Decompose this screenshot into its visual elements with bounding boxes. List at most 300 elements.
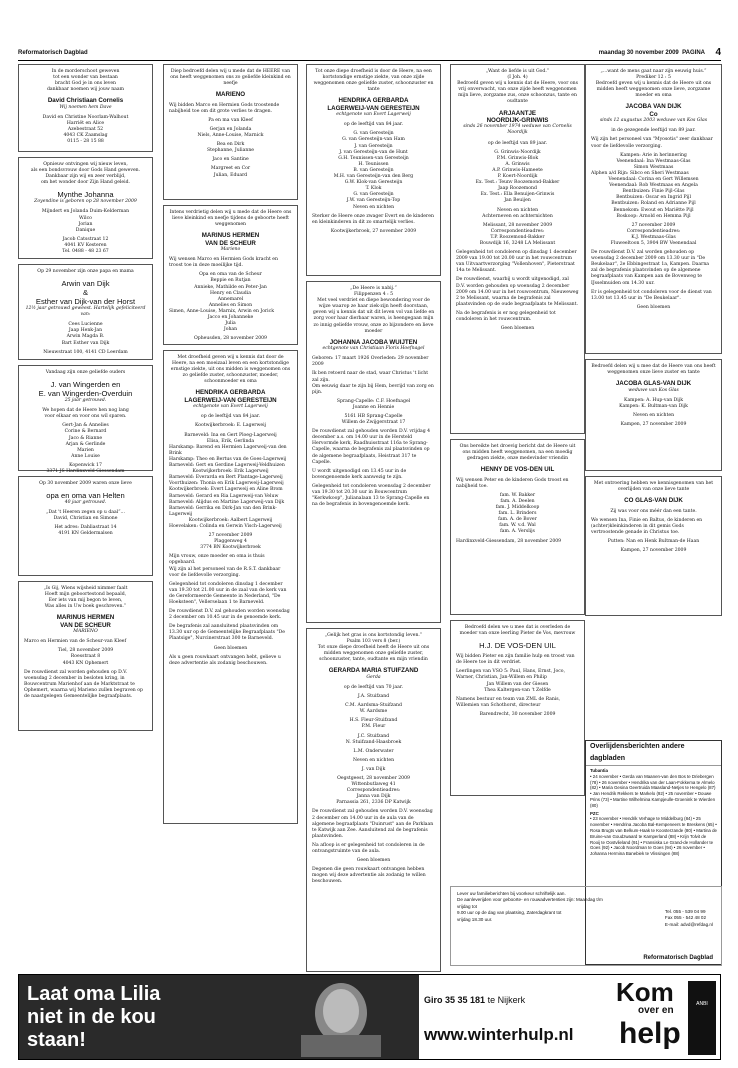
- notice-body-line: P.M. Grinwis-Blok: [496, 155, 539, 161]
- notice-body-line: Harskamp: Theo en Bertus van de Goes-Lagerweij: [169, 456, 287, 462]
- notice-intro-line: Prediker 12 : 5: [636, 75, 671, 81]
- notice-subtitle: sinds 12 augustus 2003 weduwe van Kos Glas: [599, 118, 708, 124]
- deceased-name: Mynthe Johanna: [57, 190, 114, 200]
- notice-box: [306, 64, 441, 276]
- notice-body-line: Corine & Bernard: [64, 429, 107, 435]
- page-number: 4: [715, 47, 721, 58]
- notice-body-line: Thea Kaltergen-van 't Zelfde: [484, 687, 551, 693]
- anbi-badge: ANBI: [688, 981, 716, 1055]
- notice-body-line: Neven en nichten: [352, 757, 395, 763]
- notice-intro-line: „Want de liefde is uit God.”: [485, 69, 550, 74]
- notice-intro-line: „Gelijk het gras is ons kortstondig leven.”: [324, 633, 423, 638]
- notice-body-line: Leerlingen van VSO 5: Paul, Hans, Ernst, Joco, Warner, Christian, Jan-Willem en Philip: [456, 669, 566, 681]
- notice-body-line: Julian, Eduard: [213, 172, 248, 178]
- notice-body-line: op de leeftijd van 70 jaar.: [343, 684, 404, 690]
- notice-body-line: De rouwdienst zal worden gehouden op D.V. woensdag 2 december in besloten kring, in Bouwcentrum Marienhof aan de Marktstraat te Ophemert, waarna wij Marieno zullen begraven op de naastgelegen Gemeentelijke begraafplaats.: [24, 669, 143, 700]
- notice-intro-line: bracht God je in ons leven: [54, 81, 117, 87]
- notice-subtitle: weduwe van Kos Glas: [628, 387, 679, 393]
- notice-body-line: P.M. Fleur: [361, 724, 386, 730]
- ad-kom: Kom: [616, 977, 674, 1007]
- notice-box: [585, 476, 722, 616]
- notice-body-line: Cees Lucienne: [68, 322, 103, 328]
- notice-body-line: Het adres: Dahliastraat 14: [54, 525, 117, 531]
- notice-body-line: Sprang-Capelle: C.F. Hoefnagel: [336, 398, 411, 404]
- notice-body-line: H. Teunissen: [358, 161, 389, 167]
- notice-body-line: Jorian: [78, 221, 93, 227]
- notice-body-line: Nieuwstraat 100, 4141 CD Leerdam: [43, 349, 128, 355]
- notice-body-line: J.W. van Geresteijn-Top: [346, 198, 401, 204]
- info-line: Lever uw familieberichten bij voorkeur schriftelijk aan.: [457, 891, 566, 896]
- notice-body-line: Kootwijkerbroek: Evert Lagerweij en Aline Brom: [169, 487, 283, 493]
- notice-body-line: „Dat 't Heeren zegen op u daal”...: [46, 510, 125, 516]
- notice-intro-line: Hoeft mijn geboortestond bepaald,: [44, 592, 127, 598]
- notice-body-line: Gerjan en Jolanda: [209, 126, 252, 132]
- page-date: maandag 30 november 2009 PAGINA: [598, 50, 705, 56]
- notice-intro-line: Ons bereikte het droevig bericht dat de Heere uit ons midden heeft weggenomen, na een moedig gedragen ziekte, onze medevinder vriendin: [459, 444, 576, 462]
- notice-body-line: U wordt uitgenodigd om 13.45 uur in de bovengenoemde kerk aanwezig te zijn.: [312, 468, 407, 480]
- notice-intro-line: Bedroefd delen wij u mee dat de Heere van ons heeft weggenomen onze lieve zuster en tante: [591, 364, 716, 376]
- notice-body-line: A. Grinwis: [505, 161, 530, 167]
- notice-body-line: Kopenwick 17: [69, 462, 102, 468]
- notice-body-line: Correspondentieadres:: [626, 228, 681, 234]
- notice-body-line: Oegstgeest, 28 november 2009: [337, 776, 410, 781]
- notice-body-line: J.A. Stuifzand: [357, 694, 390, 700]
- notice-body-line: Veenendaal: Corina en Gert Willemsen: [608, 177, 699, 183]
- notice-body-line: Neven en nichten: [352, 204, 395, 210]
- notice-body-line: Mijn vrouw, onze moeder en oma is thuis opgebaard.: [169, 554, 265, 566]
- notice-body-line: 4041 KV Kesteren: [64, 242, 107, 248]
- deceased-name: JACOBA GLAS-VAN DIJK: [615, 380, 692, 388]
- paper-name: Reformatorisch Dagblad: [18, 50, 88, 56]
- ad-help: help: [619, 1017, 681, 1050]
- notice-body-line: Jaco & Rianne: [68, 435, 103, 441]
- notice-intro-line: Met veel verdriet en diepe bewondering voor de wijze waarop ze haar ziek-zijn heeft doorstaan, geven wij u kennis dat uit dit leven vol van liefde en zorg voor haar dierbaar waren, is heengegaan mijn zo innig geliefde vrouw, onze zo bijzondere en lieve moeder: [312, 298, 435, 334]
- name-line-2: LAGERWEIJ-VAN GERESTEIJN: [184, 396, 277, 404]
- notice-body-line: Geen bloemen: [636, 304, 671, 310]
- elderly-woman-photo-icon: [261, 981, 411, 1055]
- notice-box: [163, 350, 298, 824]
- notice-subtitle: Gerda: [366, 674, 381, 680]
- deceased-name: JACOBA VAN DIJK: [625, 103, 682, 111]
- notice-body-line: Barneveld: Alijdus en Martine Lagerweij-van Dijk: [169, 499, 285, 505]
- header-rule: [18, 60, 721, 61]
- notice-body-line: We wensen Ina, Finie en Baltus, de kinderen en (achter)kleinkinderen in dit gemis Gods vertroostende genade in Christus toe.: [591, 517, 703, 535]
- notice-body-line: Wilco: [79, 215, 92, 221]
- notice-intro-line: Was alles in Uw boek geschreven.”: [44, 604, 127, 610]
- notice-body-line: Jaco en Santine: [212, 157, 249, 163]
- deceased-name: HENDRIKA GERBARDA: [338, 97, 409, 105]
- notice-body-line: Jaap Roozemond: [498, 186, 537, 192]
- notice-box: [18, 476, 153, 576]
- notice-body-line: 27 november 2009: [208, 533, 253, 539]
- notice-body-line: Geen bloemen: [500, 326, 535, 332]
- notice-box: [18, 157, 153, 259]
- notice-body-line: 0115 - 28 15 88: [67, 139, 104, 145]
- notice-box: [163, 64, 298, 200]
- notice-body-line: fam. A. Deelen: [500, 498, 535, 504]
- notice-intro-line: „De Heere is nabij.”: [350, 286, 397, 291]
- notice-body-line: Om eeuwig daar te zijn bij Hem, bevrijd van zorg en pijn.: [312, 383, 434, 395]
- notice-body-line: Veenendaal: Ina Westmaas-Glas: [616, 158, 691, 164]
- notice-body-line: 27 november 2009: [631, 222, 676, 228]
- notice-body-line: Bentbuizen: Finie Pijl-Glas: [622, 189, 685, 195]
- notice-body-line: Kampen: K. Bultman-van Dijk: [619, 403, 688, 409]
- notice-body-line: De rouwdienst zal gehouden worden D.V. vrijdag 4 december a.s. om 14.00 uur in de Hersteld Hervormde kerk, Raadhuisstraat 116a te Sprang-Capelle, waarna de begrafenis zal plaatsvinden op de algemene begraafplaats, Heistraat 317 te Capelle.: [312, 429, 431, 465]
- notice-body-line: Namens bestuur en team van ZML de Ranis, Willemien van Schothorst, directeur: [456, 696, 561, 708]
- notice-body-line: Gert-Jan & Annelies: [62, 423, 109, 429]
- notice-body-line: Hoevelaken: Colinda en Gerwin Visch-Lagerweij: [169, 523, 282, 529]
- deceased-name: H.J. DE VOS-DEN UIL: [479, 641, 556, 651]
- notice-body-line: Elisa, Erik, Gerlinda: [206, 438, 255, 444]
- notice-body-line: Janna van Dijk: [356, 794, 391, 800]
- notice-body-line: A.P. Grinwis-Hameete: [492, 167, 543, 173]
- notice-subtitle: Wij noemen hem Dave: [59, 104, 112, 110]
- notice-body-line: Willem de Zwijgerstraat 17: [341, 420, 406, 426]
- notice-body-line: Bentbuizen: Oscar en Ingrid Pijl: [616, 195, 691, 201]
- notice-body-line: G. van Geresteijn: [353, 131, 394, 137]
- notice-body-line: De rouwdienst D.V. zal worden gehouden op woensdag 2 december 2009 om 13.30 uur in "De Beukelaar", 2e Ebbingestraat 1a, Kampen. Daarna zal de begrafenis plaatsvinden op de algemene begraafplaats van Kampen aan de Bovenweg te IJsselmuiden om 14.30 uur.: [591, 250, 710, 286]
- notice-body-line: fam. L. Brinders: [498, 511, 537, 517]
- notice-body-line: Jan Beuijen: [504, 198, 531, 204]
- notice-body-line: Annieke, Mathilde en Peter-Jan: [194, 284, 267, 290]
- winterhulp-ad[interactable]: [18, 974, 721, 1060]
- deceased-name: GERARDA MARIA STUIFZAND: [328, 667, 419, 675]
- notice-body-line: Annemarel: [217, 296, 244, 302]
- notice-body-line: De rouwdienst zal gehouden worden D.V. woensdag 2 december om 14.00 uur in de aula van de algemene begraafplaats "Duinrust" aan de Parklaan te Katwijk aan Zee. Aansluitend zal de begrafenis plaatsvinden.: [312, 809, 434, 839]
- notice-body-line: fam. A. de Bover: [498, 517, 537, 523]
- notice-body-line: Bart Esther van Dijk: [61, 340, 110, 346]
- info-brand: Reformatorisch Dagblad: [643, 954, 713, 961]
- notice-body-line: Roesstraat 8: [70, 654, 101, 660]
- notice-body-line: David, Christian en Simone: [53, 516, 118, 522]
- notice-body-line: Simen, Anne-Louise, Marnix, Arwin en Jorick: [169, 308, 274, 314]
- ad-headline: Laat oma Lilia niet in de kou staan!: [27, 983, 161, 1051]
- notice-body-line: in de gezegende leeftijd van 89 jaar.: [611, 128, 696, 134]
- notice-body-line: Correspondentieadres:: [346, 788, 401, 794]
- notice-body-line: Kampen, 27 november 2009: [620, 421, 687, 427]
- notice-body-line: G. Grinwis-Noordijk: [494, 149, 541, 155]
- notice-intro-line: Diep bedroefd delen wij u mede dat de HEERE van ons heeft weggenomen ons zo geliefde kleinkind en neefje: [170, 69, 291, 87]
- info-tel: Tel. 055 - 539 04 99: [664, 909, 706, 914]
- notice-box: [450, 64, 585, 434]
- notice-body-line: Annelies en Simon: [208, 302, 253, 308]
- notice-body-line: P. Koert-Noordijk: [497, 174, 538, 180]
- deceased-name: HENNY DE VOS-DEN UIL: [480, 466, 555, 474]
- notice-body-line: fam. W. Bakker: [499, 492, 536, 498]
- notice-body-line: Gelegenheid tot condoleren op dinsdag 1 december 2009 van 19.00 tot 20.00 uur in het rouwcentrum van Uitvaartverzorging "Vollenhoven", Pieterstraat 14a te Melissant.: [456, 250, 577, 274]
- notice-box: [585, 64, 722, 354]
- notice-body-line: Kootwijkerbroek: Erik Lagerweij: [192, 469, 269, 475]
- notice-body-line: op de leeftijd van 89 jaar.: [487, 140, 548, 146]
- notice-body-line: 5161 HB Sprang-Capelle: [344, 414, 403, 419]
- notice-body-line: fam. A. Verslijs: [500, 529, 535, 535]
- notice-body-line: Sterker de Heere onze zwager Evert en de kinderen en kleinkinderen in dit zo smartelijk verlies.: [312, 213, 434, 225]
- info-email[interactable]: E-mail: advd@refdag.nl: [664, 921, 713, 927]
- notice-body-line: Kampen, 27 november 2009: [620, 548, 687, 554]
- notice-body-line: 4043 CK Zaamslag: [63, 133, 108, 139]
- notice-box: [163, 205, 298, 345]
- notice-body-line: Stephanne, Julianne: [206, 148, 255, 154]
- notice-body-line: G. van Geresteijn: [353, 192, 394, 198]
- notice-subtitle: echtgenote van Evert Lagerweij: [193, 404, 268, 410]
- notice-body-line: Na afloop is er gelegenheid tot condoleren in de ontvangstruimte van de aula.: [312, 842, 425, 855]
- notice-body-line: Neven en nichten: [496, 207, 539, 213]
- deceased-name: MARINUS HERMEN: [201, 232, 260, 240]
- notice-intro-line: Bedroefd geven wij u kennis dat de Heere uit ons midden heeft weggenomen onze lieve, zorgzame moeder en oma: [595, 81, 712, 99]
- notice-body-line: Beppie en Rutjan: [210, 278, 251, 284]
- notice-body-line: G.H. Teunissen-van Geresteijn: [338, 155, 409, 161]
- notice-intro-line: om het wonder door Zijn Hand geleid.: [41, 180, 130, 186]
- deceased-name: JOHANNA JACOBA WUIJTEN: [329, 338, 418, 346]
- notice-body-line: Tel. 0488 - 48 23 67: [62, 249, 109, 255]
- notice-body-line: L.M. Onderwater: [353, 748, 394, 754]
- name-separator: &: [82, 288, 89, 298]
- notice-intro-line: Bedroefd delen we u mee dat is overleden de moeder van onze leerling Pieter de Vos, mevrouw: [459, 625, 576, 637]
- notice-body-line: Fluweeltoon 5, 3904 BW Veenendaal: [610, 240, 697, 246]
- info-line: vrijdag 18.30 uur.: [457, 916, 493, 922]
- notice-body-line: Correspondentieadres:: [490, 228, 545, 234]
- notice-body-line: Arjan & Gerlinde: [65, 441, 106, 447]
- notice-body-line: Geboren: 17 maart 1926 Overleden: 29 november 2009: [312, 356, 429, 368]
- info-line: 9.00 uur op de dag van plaatsing, Zaterdagkrant tot: [457, 910, 562, 916]
- notice-body-line: De begrafenis zal aansluitend plaatsvinden om 13.30 uur op de Gemeentelijke Begraafplaats "De Plaatsige", Nurcinerstraat 300 te Barneveld.: [169, 624, 285, 642]
- notice-body-line: 4043 KN Ophemert: [62, 660, 109, 666]
- notice-body-line: Kootwijkerbroek: Aalbert Lagerweij: [188, 517, 273, 523]
- notice-body-line: N. Stuifzand-Haasbroek: [345, 739, 402, 745]
- notice-subtitle: 25 jaar getrouwd.: [64, 398, 107, 404]
- notice-body-line: Na de begrafenis is er nog gelegenheid tot condoleren in het rouwcentrum.: [456, 310, 556, 322]
- notice-body-line: Ex. Test.: Ella Benuijen-Grinwis: [480, 192, 555, 198]
- notice-subtitle: echtgenote van Evert Lagerweij: [336, 112, 411, 118]
- notice-body-line: 3774 BN Kootwijkerbroek: [200, 545, 261, 551]
- notice-body-line: Gelegenheid tot condoleren woensdag 2 december van 19.30 tot 20.30 uur in Bouwcentrum "Kerkwkoop", Julianalaan 13 te Sprang-Capelle en na de begrafenis in bovengenoemde kerk.: [312, 483, 431, 508]
- notice-body-line: C.M. Aardsma-Stuifzand: [345, 703, 402, 709]
- notice-box: [450, 439, 585, 615]
- notice-body-line: Tiel, 28 november 2009: [57, 648, 114, 654]
- notice-body-line: Barneveld: Gert en Gerdine Lagerweij-Veldhuizen: [169, 463, 285, 469]
- notice-intro-line: Dankbaar zijn wij en zeer verblijd,: [45, 174, 126, 180]
- notice-subtitle: MARIENO: [73, 629, 98, 635]
- notice-body-line: G. van Geresteijn-van Ham: [342, 137, 405, 143]
- deceased-name: Arwin van Dijk: [61, 279, 110, 289]
- deceased-name: opa en oma van Helten: [46, 491, 125, 501]
- deceased-name: CO GLAS-VAN DIJK: [624, 497, 683, 505]
- notice-intro-line: Vandaag zijn onze geliefde ouders: [45, 370, 126, 375]
- notice-body-line: Kampen: Arie in herinnering: [620, 152, 687, 158]
- notice-body-line: Melissant, 28 november 2009: [482, 222, 553, 228]
- notice-body-line: Geen bloemen: [213, 645, 248, 651]
- notice-box: [18, 264, 153, 360]
- notice-body-line: Geen bloemen: [356, 858, 391, 864]
- notice-body-line: Wij bidden Marco en Hermien Gods troostende nabijheid toe om dit grote verlies te dragen.: [169, 102, 280, 114]
- notice-body-line: Gelegenheid tot condoleren dinsdag 1 december van 19.30 tot 21.00 uur in de zaal van de kerk van de Gereformeerde Gemeente in Nederland, "De Hoeksteen", Vellerselaan 1 te Barneveld.: [169, 581, 287, 605]
- notice-body-line: Bouwdijk 16, 3248 LA Melissant: [479, 240, 556, 246]
- notice-box: [18, 365, 153, 475]
- notice-body-line: Wij zijn het personeel van "Myosotis" zeer dankbaar voor de liefdevolle verzorging.: [591, 137, 713, 149]
- notice-body-line: Jacco en Johanneke: [207, 315, 254, 321]
- deceased-name: MARIENO: [215, 91, 246, 99]
- notice-box: [18, 581, 153, 731]
- notice-body-line: Barneveld: Ina en Gert Ploeg-Lagerweij: [184, 432, 277, 438]
- notice-intro-line: (I Joh. 4): [507, 75, 528, 81]
- notice-box: [18, 64, 153, 152]
- notice-box: [585, 359, 722, 471]
- notice-body-line: G.W. Klok-van Geresteijn: [344, 180, 403, 186]
- name-line-2: Co: [649, 110, 658, 118]
- deceased-name: HENDRIKA GERBARDA: [195, 389, 266, 397]
- name-line-2: VAN DE SCHEUR: [205, 239, 256, 247]
- notice-body-line: Wittenbutlaweg 41: [351, 782, 396, 788]
- notice-subtitle: 12½ jaar getrouwd geweest. Hartelijk gefeliciteerd van:: [25, 306, 146, 318]
- notice-body-line: Zij was voor ons méér dan een tante.: [610, 508, 697, 514]
- notice-box: [450, 620, 585, 796]
- notice-body-line: Henry en Claudia: [210, 290, 251, 296]
- notice-body-line: Wij bidden Pieter en zijn familie hulp en troost van de Heere toe in dit verdriet.: [456, 654, 575, 666]
- notice-body-line: Johan: [223, 327, 238, 333]
- notice-body-line: Jacob Catsstraat 12: [62, 236, 109, 242]
- name-line-2: NOORDIJK-GRINWIS: [486, 116, 549, 124]
- notice-body-line: Pa en ma van Kleef: [208, 117, 253, 123]
- notice-body-line: Simon Westmaas: [633, 164, 674, 170]
- notice-body-line: Parnassia 261, 2336 DP Katwijk: [336, 800, 411, 806]
- notice-intro-line: Filippenzen 4 : 5: [353, 292, 394, 298]
- notice-body-line: Julia: [225, 321, 236, 327]
- notice-body-line: Hardinxveld-Giessendam, 28 november 2009: [456, 538, 562, 544]
- notice-body-line: We hopen dat de Heere hen nog lang: [42, 408, 129, 414]
- notice-body-line: J. van Geresteijn: [354, 143, 393, 149]
- notice-body-line: T. Klok: [365, 186, 382, 192]
- notice-intro-line: Tot onze diepe droefheid is door de Heere, na een kortstondige ernstige ziekte, van onze zijde weggenomen onze geliefde zuster, schoonzuster en tante: [313, 69, 434, 93]
- notice-body-line: Wij wensen Marco en Hermien Gods kracht en troost toe in deze moeilijke tijd.: [169, 257, 278, 269]
- name-line-2: LAGERWEIJ-VAN GERESTEIJN: [327, 104, 420, 112]
- notice-body-line: Barneveld: Gerrika en Dirk-Jan van den Brink-Lagerweij: [169, 505, 277, 517]
- deceased-name: David Christiaan Cornelis: [47, 97, 124, 105]
- notice-body-line: Bea en Dirk: [216, 142, 245, 148]
- notice-subtitle: sinds 26 november 1974 weduwe van Cornelis Noordijk: [463, 124, 572, 136]
- notice-body-line: Voorthuizen: Thonia en Erik Lagerweij-Lagerweij: [169, 481, 284, 487]
- notice-body-line: Margreet en Cor: [210, 166, 251, 172]
- name-line-2: Esther van Dijk-van der Horst: [35, 297, 136, 307]
- notice-body-line: Als u geen rouwkaart ontvangen hebt, gelieve u deze advertentie als zodanig beschouwen.: [169, 654, 281, 666]
- overlijdens-source: PZC: [590, 810, 599, 816]
- notice-body-line: Opa en oma van de Scheur: [199, 272, 262, 278]
- overlijdens-entries: • 24 november • Gerda van Maanen-van den Bos te Driebergen (78) • 26 november • Hendrika van der Laan-Fokkema te Almelo (82) • Maria Gesina Geertruida Maasland-Netjes te Hengelo (87) • Jan Hendrik Rekkers te Markelo (92) • 25 november • Douwe Prins (73) • Martine Wilhelmina Kampjeulle-Groenink te Wierden (80): [590, 773, 716, 808]
- ad-url[interactable]: www.winterhulp.nl: [424, 1025, 574, 1044]
- notice-body-line: op de leeftijd van 84 jaar.: [200, 414, 261, 420]
- notice-body-line: B. van Geresteijn: [353, 167, 394, 173]
- notice-body-line: Degenen die geen rouwkaart ontvangen hebben mogen wij deze advertentie als zodanig te willen beschouwen.: [312, 867, 426, 885]
- notice-subtitle: Marieno: [220, 247, 241, 253]
- notice-body-line: T.P. Roozemond-Bakker: [490, 234, 545, 240]
- notice-body-line: Marco en Hermien van de Scheur-van Kleef: [24, 639, 127, 645]
- notice-body-line: Kampen: A. Hup-van Dijk: [624, 397, 683, 403]
- info-line: De aanleverijden voor geboorte- en rouwadvertenties zijn: Maandag t/m vrijdag tot: [457, 897, 603, 909]
- notice-subtitle: echtgenote van Christiaan Floris Hoefnagel: [322, 346, 425, 352]
- notice-body-line: Harriët en Alice: [66, 120, 105, 126]
- notice-body-line: De rouwdienst D.V. zal gehouden worden woensdag 2 december om 10.45 uur in de genoemde kerk.: [169, 609, 290, 621]
- notice-body-line: Ik ben retoerd naar de stad, waar Christus 't licht zal zijn.: [312, 371, 429, 383]
- info-box: [450, 886, 722, 966]
- ad-photo-panel: [19, 975, 419, 1059]
- notice-intro-line: Intens verdrietig delen wij u mede dat de Heere ons lieve kleinkind en neefje tijdens de geboorte heeft weggenomen: [169, 210, 292, 228]
- notice-body-line: David en Christine Noorlam-Walhout: [42, 114, 129, 120]
- notice-body-line: Er is gelegenheid tot condoleren voor de dienst van 13.00 tot 13.45 uur in "De Beukelaar".: [591, 289, 712, 301]
- notice-intro-line: Eer iets van mij begon te leven,: [48, 598, 123, 604]
- notice-box: [306, 628, 441, 972]
- notice-intro-line: Bedroefd geven wij u kennis dat de Heere, voor ons vrij onverwacht, van onze zijde heeft weggenomen mijn lieve, zorgzame zus, onze schoonzus, tante en oudtante: [457, 81, 578, 105]
- notice-intro-line: Opnieuw ontvingen wij nieuw leven,: [43, 162, 128, 167]
- notice-body-line: Putten: Nan en Henk Bultman-de Haan: [607, 538, 700, 544]
- notice-body-line: Joanne en Hennie: [352, 404, 395, 410]
- notice-body-line: Jan Willem van der Giesen: [486, 681, 549, 687]
- overlijdens-source: Tubantia: [590, 768, 608, 773]
- notice-body-line: Wij wensen Peter en de kinderen Gods troost en nabijheid toe.: [456, 477, 569, 489]
- deceased-name: ARJAANTJE: [498, 109, 537, 117]
- notice-body-line: Opheusden, 28 november 2009: [194, 336, 267, 342]
- notice-body-line: K.J. Westmaas-Glas: [631, 234, 676, 240]
- name-line-2: VAN DE SCHEUR: [60, 621, 111, 629]
- notice-subtitle: 40 jaar getrouwd.: [64, 500, 107, 506]
- notice-body-line: Kootwijkerbroek, 27 november 2009: [330, 228, 417, 234]
- ad-giro: Giro 35 35 181 te Nijkerk: [424, 995, 526, 1005]
- notice-body-line: Azebestraat 52: [67, 127, 104, 133]
- deceased-name: MARINUS HERMEN: [56, 614, 115, 622]
- notice-body-line: Kootwijkerbroek: E. Lagerweij: [194, 423, 267, 429]
- notice-body-line: W. Aardsme: [359, 709, 388, 715]
- ad-over: over en: [638, 1005, 674, 1016]
- notice-body-line: Bentbuizen: Roland en Adrianne Pijl: [611, 201, 696, 207]
- notice-body-line: 3371 JS Hardinxveld-Giessendam: [46, 469, 125, 475]
- notice-intro-line: Op 30 november 2009 waren onze lieve: [39, 481, 132, 486]
- notice-intro-line: Op 29 november zijn onze papa en mama: [37, 269, 134, 274]
- notice-body-line: Jaap Henk-Jan: [68, 328, 103, 334]
- notice-subtitle: Zoyendine is geboren op 28 november 2009: [34, 199, 137, 205]
- notice-body-line: Arwin Magda B.: [66, 334, 105, 340]
- notice-intro-line: Psalm 103 vers 8 (ber.): [346, 639, 401, 645]
- notice-body-line: J.C. Stuifzand: [357, 733, 390, 739]
- notice-body-line: Barneveld: Gerard en Ria Lagerweij-van Veluw: [169, 493, 279, 499]
- notice-body-line: Alphen a/d Rijn: Sibco en Sheri Westmaas: [591, 170, 689, 176]
- notice-body-line: Anne Louise: [71, 453, 100, 459]
- notice-body-line: H.S. Fleur-Stuifzand: [349, 718, 398, 724]
- notice-intro-line: Tot onze diepe droefheid heeft de Heere uit ons midden weggenomen onze geliefde zuster, schoonzuster, tante, oudtante en mijn vriendin: [317, 645, 430, 663]
- notice-body-line: op de leeftijd van 84 jaar.: [343, 122, 404, 128]
- notice-body-line: Bennekom: Ewout en Mariëtte Pijl: [613, 207, 694, 213]
- notice-body-line: J. van Geresteijn-van de Hunt: [339, 149, 408, 155]
- info-fax: Fax 055 - 542 48 02: [664, 915, 707, 921]
- notice-body-line: Barendrecht, 30 november 2009: [479, 711, 556, 717]
- notice-intro-line: als een bondsvrouw door Gods Hand geweven.: [30, 168, 141, 174]
- notice-box: [306, 281, 441, 623]
- notice-intro-line: dankbaar noemen wij jouw naam: [46, 87, 125, 93]
- notice-body-line: Marien: [77, 447, 94, 453]
- notice-body-line: Niels, Anne-Louise, Marnick: [197, 133, 264, 139]
- notice-body-line: Danique: [75, 227, 96, 233]
- deceased-name: J. van Wingerden en: [50, 380, 121, 390]
- notice-body-line: fam. J. Middelkoop: [495, 505, 540, 511]
- notice-body-line: Ex. Test.: Teunv Roozemond-Bakker: [475, 180, 560, 186]
- notice-body-line: Veenendaal: Rob Westmaas en Angela: [609, 183, 698, 189]
- overlijdens-title: Overlijdensberichten andere dagbladen: [586, 741, 721, 766]
- notice-intro-line: Met ontroering hebben we kennisgenomen van het overlijden van onze lieve tante: [593, 481, 714, 493]
- notice-body-line: 4191 KN Geldermalsen: [58, 531, 113, 537]
- notice-body-line: Neven en nichten: [632, 412, 675, 418]
- notice-body-line: M.H. van Geresteijn-van den Berg: [333, 174, 414, 180]
- notice-body-line: Harskamp: Barend en Hermien Lagerweij-van den Brink: [169, 444, 287, 456]
- notice-body-line: J. van Dijk: [361, 766, 386, 772]
- overlijdens-entries: • 23 november • Hendrik Verhage te Middelburg (84) • 25 november • Hendrina Jacoba Bal-Kempeneers te Breskens (65) • Rosa Brugts van Belkum-Haak te Koosterzande (80) • Martina de Bruine-van Goudzwaard te Kamperland (88) • Krijn Tolvit de Rooij te Oostvlieland (91) • Fransiska Le Grand-de Hollander te Goes (92) • Jacob Noordman te Goes (94) • 26 november • Johanna Hermina Banebiek te Vlissingen (88): [590, 816, 717, 857]
- notice-intro-line: tot een wonder van bestaan: [53, 75, 118, 81]
